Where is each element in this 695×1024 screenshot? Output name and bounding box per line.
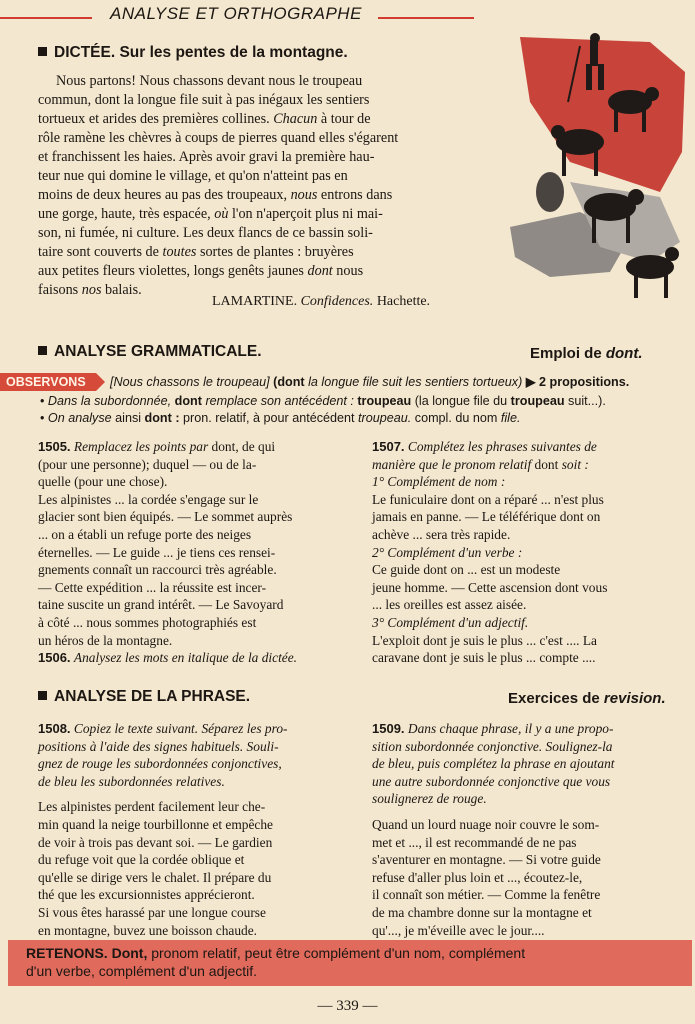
phrase-topic: Exercices de revision.	[508, 690, 666, 707]
dictee-text: Nous partons! Nous chassons devant nous le troupeau commun, dont la longue file suit à pas inégaux les sentiers tortueux et arides des premières collines. Chacun à tour de rôle ramène les chèvres à coups de pierres quand elles s'égarent et franchissent les haies. Après avoir gravi la première hau- teur nue qui domine le village, et qu'on n'atteint pas en moins de deux heures au pas des troupeaux, nous entrons dans une gorge, haute, très espacée, où l'on n'aperçoit plus ni mai- son, ni fumée, ni culture. Les deux flancs de ce bassin soli- taire sont couverts de toutes sortes de plantes : bruyères aux petites fleurs violettes, longs genêts jaunes dont nous faisons nos balais.	[38, 73, 399, 298]
bullet-square-icon	[38, 47, 47, 56]
phrase-title: ANALYSE DE LA PHRASE.	[38, 688, 250, 706]
observation-line-2: • Dans la subordonnée, dont remplace son antécédent : troupeau (la longue file du troupeau suit...).	[40, 394, 606, 408]
goat-herd-illustration	[510, 32, 688, 312]
header-rule-right	[378, 17, 474, 19]
grammaticale-topic: Emploi de dont.	[530, 345, 643, 362]
exercise-1506: 1506. Analysez les mots en italique de la dictée.	[38, 650, 298, 666]
grammaticale-title: ANALYSE GRAMMATICALE.	[38, 343, 262, 361]
running-title: ANALYSE ET ORTHOGRAPHE	[110, 4, 362, 23]
dictee-source: LAMARTINE. Confidences. Hachette.	[212, 294, 431, 309]
exercise-1508: 1508. Copiez le texte suivant. Séparez les pro- positions à l'aide des signes habituels. Souli- gnez de rouge les subordonnées conjonctives, de bleu les subordonnées relatives. Les alpinistes perdent facilement leur che- min quand la neige tourbillonne et empêche de voir à trois pas devant soi. — Le gardien du refuge voit que la cordée oblique et qu'elle se dirige vers le chalet. Il prépare du thé que les excursionnistes apprécieront. Si vous êtes harassé par une longue course en montagne, buvez une boisson chaude.	[38, 721, 288, 938]
observation-line-1: [Nous chassons le troupeau] (dont la longue file suit les sentiers tortueux) ▶ 2 propositions.	[110, 375, 630, 389]
retenons-box: RETENONS. Dont, pronom relatif, peut être complément d'un nom, complément d'un verbe, complément d'un adjectif.	[8, 940, 692, 986]
exercise-1507: 1507. Complétez les phrases suivantes de manière que le pronom relatif dont soit : 1° Complément de nom : Le funiculaire dont on a réparé ... n'est plus jamais en panne. — Le téléférique dont on achève ... sera très rapide. 2° Complément d'un verbe : Ce guide dont on ... est un modeste jeune homme. — Cette ascension dont vous ... les oreilles est assez aisée. 3° Complément d'un adjectif. L'exploit dont je suis le plus ... c'est .... La caravane dont je suis le plus ... compte ....	[372, 439, 608, 666]
page-number: — 339 —	[317, 998, 378, 1014]
observation-line-3: • On analyse ainsi dont : pron. relatif, à pour antécédent troupeau. compl. du nom file.	[40, 411, 521, 425]
dictee-title: DICTÉE. Sur les pentes de la montagne.	[38, 44, 348, 62]
header-rule-left	[0, 17, 92, 19]
observons-tag: OBSERVONS	[0, 373, 96, 391]
exercise-1509: 1509. Dans chaque phrase, il y a une propo- sition subordonnée conjonctive. Soulignez-la de bleu, puis complétez la phrase en ajoutant une autre subordonnée conjonctive que vous soulignerez de rouge. Quand un lourd nuage noir couvre le som- met et ..., il est recommandé de ne pas s'aventurer en montagne. — Si votre guide refuse d'aller plus loin et ..., écoutez-le, il connaît son métier. — Comme la fenêtre de ma chambre donne sur la montagne et qu'..., je m'éveille avec le jour....	[372, 721, 615, 938]
bullet-square-icon	[38, 346, 47, 355]
bullet-square-icon	[38, 691, 47, 700]
exercise-1505: 1505. Remplacez les points par dont, de qui (pour une personne); duquel — ou de la- quelle (pour une chose). Les alpinistes ... la cordée s'engage sur le glacier sont bien équipés. — Le sommet auprès ... on a établi un refuge porte des neiges éternelles. — Le guide ... je tiens ces rensei- gnements connaît un raccourci très agréable. — Cette expédition ... la réussite est incer- taine suscite un grand intérêt. — Le Savoyard à côté ... nous sommes photographiés est un héros de la montagne. 1506. Analysez les mots en italique de la dictée.	[38, 438, 352, 667]
